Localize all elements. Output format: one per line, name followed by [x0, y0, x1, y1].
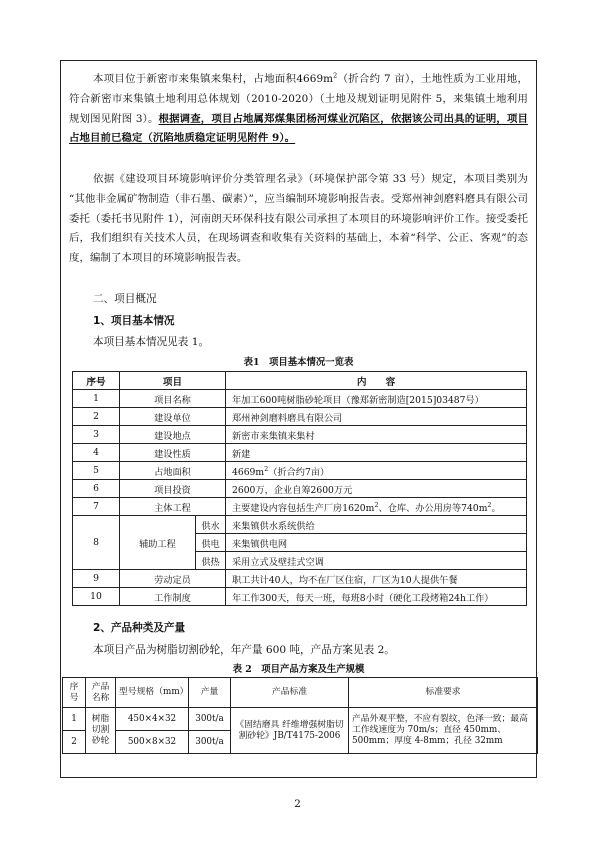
table-header-row: [63, 678, 538, 708]
basic-info-table: [72, 371, 527, 606]
header-cell: 序号: [73, 372, 120, 390]
table-row: 8 辅助工程 供水 来集镇供水系统供给: [73, 516, 527, 534]
section-heading-basic-info: 1、项目基本情况: [93, 315, 175, 327]
table-row: 3 建设地点 新密市来集镇来集村: [73, 426, 527, 444]
section-heading-products: 2、产品种类及产量: [93, 622, 186, 634]
table-row: 6 项目投资 2600万，企业自筹2600万元: [73, 480, 527, 498]
table-row: 9 劳动定员 职工共计40人，均不在厂区住宿，厂区为10人提供午餐: [73, 570, 527, 588]
stability-statement: 根据调查，项目占地属郑煤集团杨河煤业沉陷区，依据该公司出具的证明，项目占地目前已稳定（沉陷地质稳定证明见附件 9）。: [69, 112, 529, 145]
area-cell: $4669m^2$（折合约7亩）: [226, 462, 527, 480]
table2-caption: 表 2 项目产品方案及生产规模: [232, 664, 365, 675]
product-scheme-table: [62, 677, 538, 754]
page-number: 2: [294, 798, 301, 810]
header-cell: 型号规格（mm）: [116, 678, 189, 708]
header-cell: 标准要求: [349, 678, 538, 708]
table-header-row: [73, 372, 527, 390]
header-cell: 内 容: [226, 372, 527, 390]
intro-paragraph-2: 依据《建设项目环境影响评价分类管理名录》（环境保护部令第 33 号）规定，本项目类别为 “其他非金属矿物制造（非石墨、碳素）”，应当编制环境影响报告表。受郑州神剑磨料磨具有限公司委托（委托书见附件 1），河南朗天环保科技有限公司承担了本项目的环境影响评价工作。接受委托后，我们组织有关技术人员，在现场调查和收集有关资料的基础上，本着“科学、公正、客观”的态度，编制了本项目的环境影响报告表。: [69, 173, 528, 265]
standard-requirement-cell: 产品外观平整，不应有裂纹，色泽一致；最高工作线速度为 70m/s；直径 450mm、500mm；厚度 4-8mm；孔径 32mm: [349, 708, 538, 754]
main-works-cell: 主要建设内容包括生产厂房$1620m^2$、仓库、办公用房等$740m^2$。: [226, 498, 527, 516]
table-row: 10 工作制度 年工作300天，每天一班，每班8小时（硬化工段烤箱24h工作）: [73, 588, 527, 606]
table1-caption: 表1 项目基本情况一览表: [243, 357, 354, 368]
header-cell: 项目: [120, 372, 226, 390]
product-name-cell: 树脂切割砂轮: [86, 708, 116, 754]
table2-intro-text: 本项目产品为树脂切割砂轮，年产量 600 吨，产品方案见表 2。: [93, 644, 395, 656]
table-row: 供电 来集镇供电网: [73, 534, 527, 552]
table-row: 7 主体工程 主要建设内容包括生产厂房$1620m^2$、仓库、办公用房等$740m^2$。: [73, 498, 527, 516]
header-cell: 产量: [189, 678, 231, 708]
table1-intro-text: 本项目基本情况见表 1。: [93, 336, 210, 348]
header-cell: 序号: [63, 678, 86, 708]
table-row: 2 建设单位 郑州神剑磨料磨具有限公司: [73, 408, 527, 426]
table-row: 2 500×8×32 300t/a: [63, 731, 538, 754]
section-heading-project-overview: 二、项目概况: [93, 293, 157, 305]
table-row: 1 项目名称 年加工600吨树脂砂轮项目（豫郑新密制造[2015]03487号）: [73, 390, 527, 408]
header-cell: 产品标准: [231, 678, 349, 708]
table-row: 1 树脂切割砂轮 450×4×32 300t/a 《固结磨具 纤维增强树脂切割砂轮》JB/T4175-2006 产品外观平整，不应有裂纹，色泽一致；最高工作线速度为 70m/s；直径 450mm、500mm；厚度 4-8mm；孔径 32mm: [63, 708, 538, 731]
table-row: 4 建设性质 新建: [73, 444, 527, 462]
table-row: 5 占地面积 $4669m^2$（折合约7亩）: [73, 462, 527, 480]
product-standard-cell: 《固结磨具 纤维增强树脂切割砂轮》JB/T4175-2006: [231, 708, 349, 754]
intro-paragraph-1: 本项目位于新密市来集镇来集村，占地面积$4669m^2$（折合约 7 亩），土地性质为工业用地，符合新密市来集镇土地利用总体规划（2010-2020）（土地及规划证明见附件 5，来集镇土地利用规划图见附图 3）。根据调查，项目占地属郑煤集团杨河煤业沉陷区，依据该公司出具的证明，项目占地目前已稳定（沉陷地质稳定证明见附件 9）。: [69, 71, 529, 145]
table-row: 供热 采用立式及壁挂式空调: [73, 552, 527, 570]
header-cell: 产品名称: [86, 678, 116, 708]
